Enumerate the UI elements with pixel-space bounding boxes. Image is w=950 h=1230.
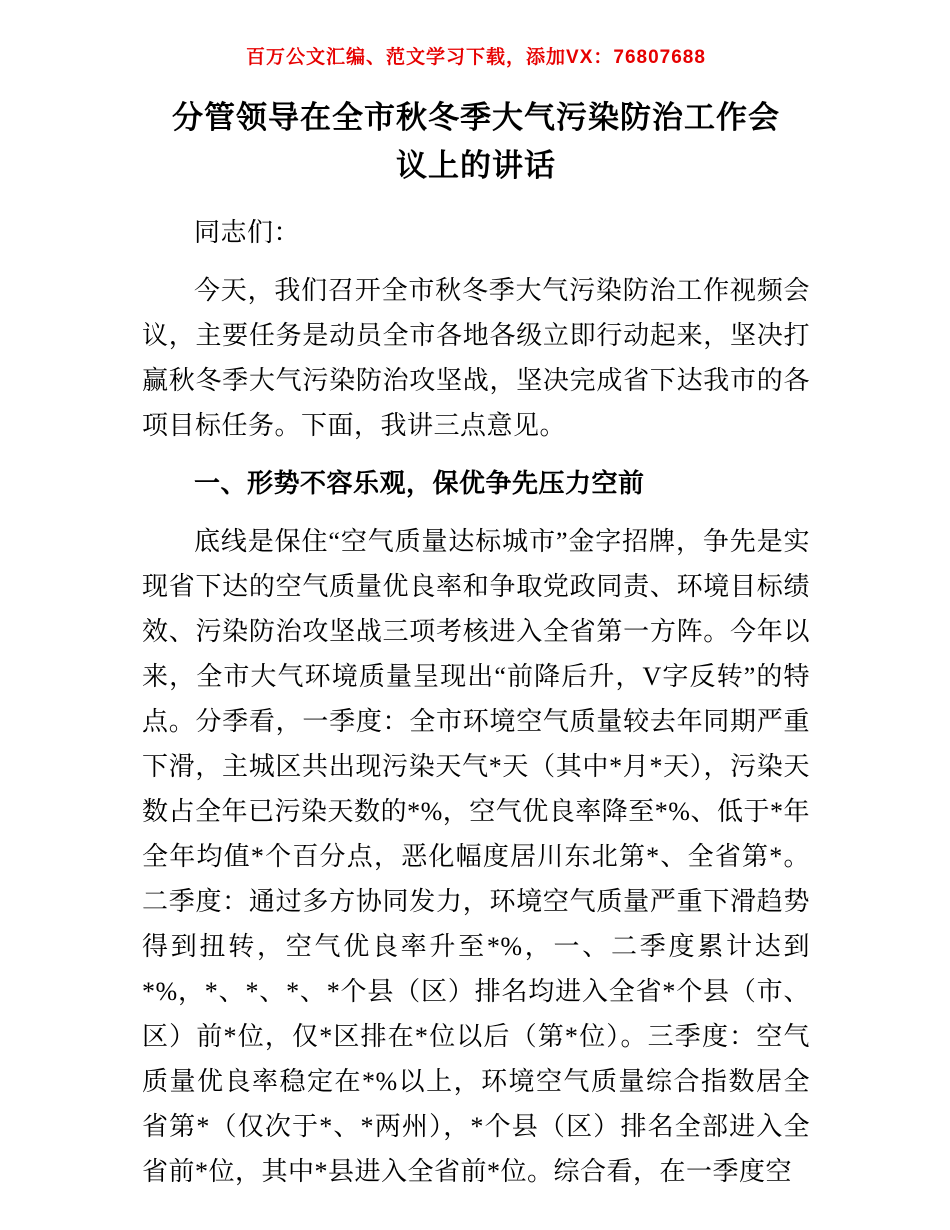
header-notice: 百万公文汇编、范文学习下载，添加VX：76807688 [246, 47, 706, 68]
section-heading-1: 一、形势不容乐观，保优争先压力空前 [194, 469, 645, 498]
paragraph-section-1: 底线是保住“空气质量达标城市”金字招牌，争先是实现省下达的空气质量优良率和争取党政同责、环境目标绩效、污染防治攻坚战三项考核进入全省第一方阵。今年以来，全市大气环境质量呈现出“前降后升，V字反转”的特点。分季看，一季度：全市环境空气质量较去年同期严重下滑，主城区共出现污染天气*天（其中*月*天），污染天数占全年已污染天数的*%，空气优良率降至*%、低于*年全年均值*个百分点，恶化幅度居川东北第*、全省第*。二季度：通过多方协同发力，环境空气质量严重下滑趋势得到扭转，空气优良率升至*%，一、二季度累计达到*%，*、*、*、*个县（区）排名均进入全省*个县（市、区）前*位，仅*区排在*位以后（第*位）。三季度：空气质量优良率稳定在*%以上，环境空气质量综合指数居全省第*（仅次于*、*两州），*个县（区）排名全部进入全省前*位，其中*县进入全省前*位。综合看，在一季度空 [142, 527, 810, 1186]
paragraph-intro: 今天，我们召开全市秋冬季大气污染防治工作视频会议，主要任务是动员全市各地各级立即行动起来，坚决打赢秋冬季大气污染防治攻坚战，坚决完成省下达我市的各项目标任务。下面，我讲三点意见。 [142, 276, 810, 440]
salutation: 同志们： [194, 218, 301, 247]
document-body [142, 210, 810, 1194]
document-title: 分管领导在全市秋冬季大气污染防治工作会议上的讲话 [172, 100, 780, 183]
